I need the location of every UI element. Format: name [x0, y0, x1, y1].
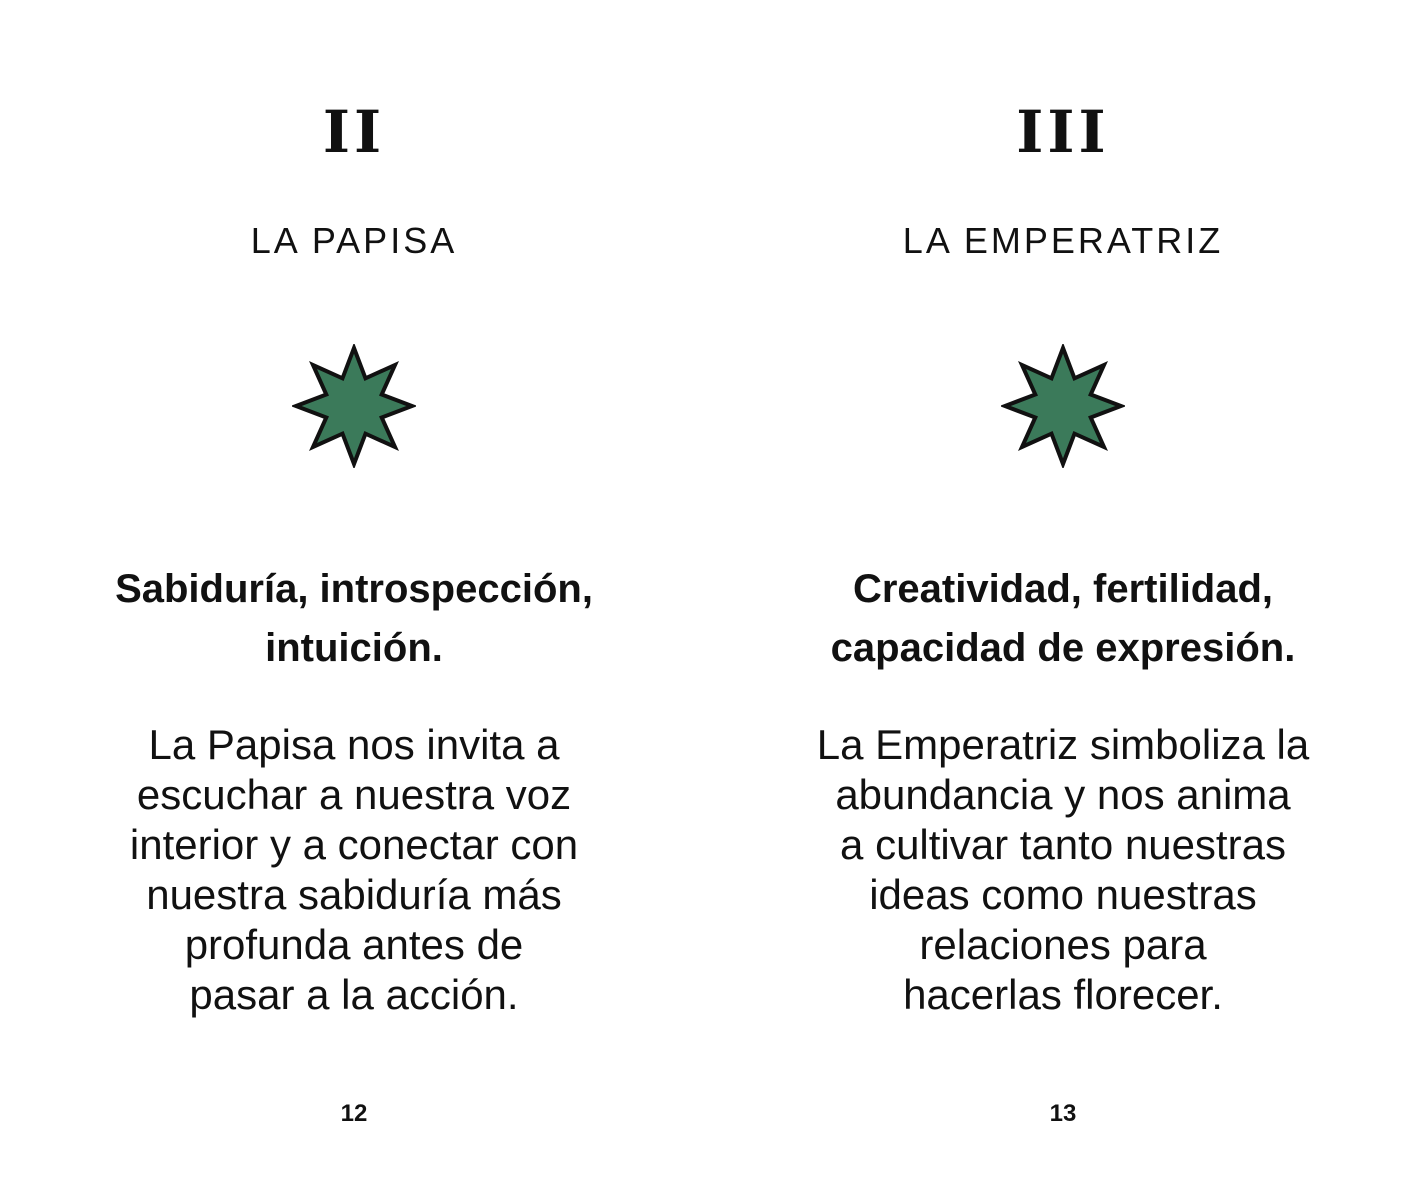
card-title: LA PAPISA: [250, 220, 458, 261]
description-line: ideas como nuestras: [869, 871, 1257, 918]
keywords-line: Creatividad, fertilidad,: [852, 567, 1274, 611]
page-number: 13: [1049, 1100, 1077, 1127]
card-description: [0, 720, 708, 1020]
page-left: [0, 0, 708, 1181]
card-keywords: [0, 560, 708, 678]
description-line: La Papisa nos invita a: [148, 721, 560, 768]
card-numeral: II: [322, 98, 386, 166]
page-number: 12: [340, 1100, 368, 1127]
description-line: hacerlas florecer.: [903, 971, 1223, 1018]
description-line: a cultivar tanto nuestras: [840, 821, 1286, 868]
description-line: escuchar a nuestra voz: [136, 771, 572, 818]
page-right: [709, 0, 1417, 1181]
card-description: [709, 720, 1417, 1020]
description-line: profunda antes de: [184, 921, 524, 968]
description-line: abundancia y nos anima: [835, 771, 1291, 818]
card-keywords: [709, 560, 1417, 678]
description-line: relaciones para: [919, 921, 1207, 968]
star-icon-wrapper: [709, 344, 1417, 468]
card-title: LA EMPERATRIZ: [902, 220, 1224, 261]
keywords-line: intuición.: [265, 626, 443, 670]
keywords-line: capacidad de expresión.: [830, 626, 1296, 670]
keywords-line: Sabiduría, introspección,: [115, 567, 593, 611]
description-line: pasar a la acción.: [189, 971, 519, 1018]
star-icon-wrapper: [0, 344, 708, 468]
eight-point-star-icon: [1001, 344, 1125, 468]
description-line: nuestra sabiduría más: [146, 871, 562, 918]
card-numeral: III: [1016, 98, 1110, 166]
eight-point-star-icon: [292, 344, 416, 468]
description-line: La Emperatriz simboliza la: [816, 721, 1310, 768]
description-line: interior y a conectar con: [129, 821, 579, 868]
